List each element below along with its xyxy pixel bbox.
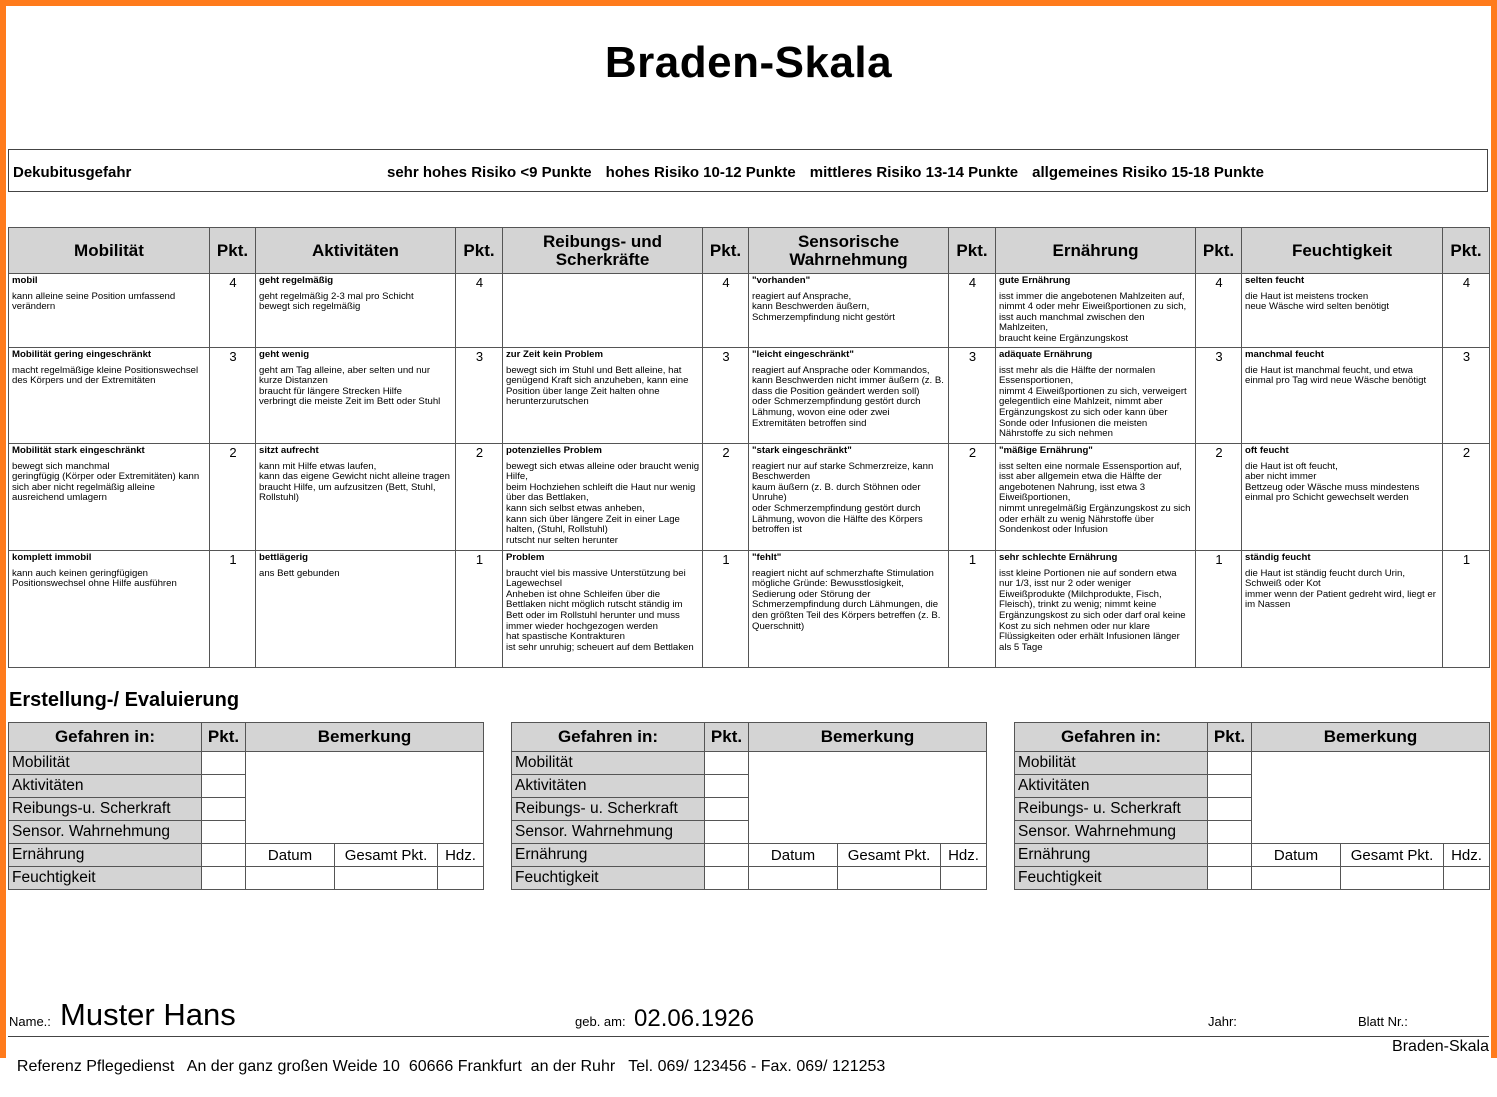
points-cell: 3 xyxy=(703,348,749,444)
points-header: Pkt. xyxy=(703,228,749,274)
table-row xyxy=(9,274,1490,348)
criteria-cell xyxy=(996,551,1196,668)
criteria-title: adäquate Ernährung xyxy=(999,349,1093,360)
hazard-item: Feuchtigkeit xyxy=(512,867,705,890)
criteria-title: mobil xyxy=(12,275,38,286)
criteria-title: gute Ernährung xyxy=(999,275,1071,286)
points-header: Pkt. xyxy=(210,228,256,274)
braden-table xyxy=(8,227,1490,668)
criteria-description: isst immer die angebotenen Mahlzeiten auf, nimmt 4 oder mehr Eiweißportionen zu sich, isst auch manchmal zwischen den Mahlzeiten, braucht keine Ergänzungskost xyxy=(999,290,1187,344)
risk-label: Dekubitusgefahr xyxy=(13,164,132,181)
criteria-description: bewegt sich etwas alleine oder braucht wenig Hilfe, beim Hochziehen schleift die Haut nur wenig über das Bettlaken, kann sich selbst etwas anheben, kann sich über längere Zeit in einer Lage halten, (Stuhl, Rollstuhl) rutscht nur selten herunter xyxy=(506,460,700,546)
criteria-title: "leicht eingeschränkt" xyxy=(752,349,854,360)
points-cell: 3 xyxy=(949,348,996,444)
criteria-cell xyxy=(503,348,703,444)
points-header: Pkt. xyxy=(1443,228,1490,274)
criteria-description: macht regelmäßige kleine Positionswechsel des Körpers und der Extremitäten xyxy=(12,364,199,387)
name-label: Name.: xyxy=(9,1014,51,1029)
criteria-cell xyxy=(996,348,1196,444)
points-header: Pkt. xyxy=(705,723,749,752)
criteria-cell xyxy=(9,274,210,348)
criteria-title: bettlägerig xyxy=(259,552,309,563)
table-row xyxy=(9,348,1490,444)
category-header: Reibungs- und Scherkräfte xyxy=(503,228,703,274)
criteria-description: reagiert nur auf starke Schmerzreize, kann Beschwerden kaum äußern (z. B. durch Stöhnen oder Unruhe) oder Schmerzempfindung gestört durch Lähmung, wovon die Hälfte des Körpers betroffen ist xyxy=(752,460,934,536)
table-row xyxy=(9,444,1490,551)
total-points-input[interactable] xyxy=(335,867,438,890)
criteria-description: braucht viel bis massive Unterstützung bei Lagewechsel Anheben ist ohne Schleifen über die Bettlaken nicht möglich rutscht ständig im Bett oder im Rollstuhl herunter und muss immer wieder hochgezogen werden hat spastische Kontrakturen ist sehr unruhig; scheuert auf dem Bettlaken xyxy=(506,567,694,653)
points-input[interactable] xyxy=(705,867,749,890)
category-header: Mobilität xyxy=(9,228,210,274)
criteria-cell xyxy=(256,274,456,348)
date-header: Datum xyxy=(246,844,335,867)
criteria-title: sitzt aufrecht xyxy=(259,445,319,456)
points-cell: 1 xyxy=(703,551,749,668)
hazard-item: Reibungs-u. Scherkraft xyxy=(9,798,202,821)
criteria-title: selten feucht xyxy=(1245,275,1305,286)
criteria-cell xyxy=(1242,348,1443,444)
points-cell: 2 xyxy=(949,444,996,551)
criteria-description: kann alleine seine Position umfassend verändern xyxy=(12,290,176,313)
criteria-cell xyxy=(1242,551,1443,668)
points-header: Pkt. xyxy=(202,723,246,752)
points-input[interactable] xyxy=(1208,752,1252,775)
criteria-description: reagiert auf Ansprache, kann Beschwerden äußern, Schmerzempfindung nicht gestört xyxy=(752,290,895,323)
criteria-title: oft feucht xyxy=(1245,445,1289,456)
points-input[interactable] xyxy=(202,821,246,844)
hazard-item: Feuchtigkeit xyxy=(1015,867,1208,890)
criteria-description: isst selten eine normale Essensportion auf, isst aber allgemein etwa die Hälfte der angebotenen Nahrung, isst etwa 3 Eiweißportionen, nimmt unregelmäßig Ergänzungskost zu sich oder erhält zu wenig Nährstoffe über Sondenkost oder Infusion xyxy=(999,460,1191,536)
criteria-cell xyxy=(1242,274,1443,348)
criteria-description: die Haut ist manchmal feucht, und etwa einmal pro Tag wird neue Wäsche benötigt xyxy=(1245,364,1427,387)
points-input[interactable] xyxy=(202,798,246,821)
evaluation-table xyxy=(511,722,987,890)
criteria-description: reagiert auf Ansprache oder Kommandos, kann Beschwerden nicht immer äußern (z. B. dass die Position geändert werden soll) oder Schmerzempfindung gestört durch Lähmung, wovon eine oder zwei Extremitäten betroffen sind xyxy=(752,364,944,429)
signature-header: Hdz. xyxy=(438,844,484,867)
points-input[interactable] xyxy=(202,775,246,798)
remark-header: Bemerkung xyxy=(246,723,484,752)
points-cell: 1 xyxy=(1443,551,1490,668)
date-input[interactable] xyxy=(749,867,838,890)
hazard-item: Ernährung xyxy=(1015,844,1208,867)
points-input[interactable] xyxy=(202,867,246,890)
hazard-item: Mobilität xyxy=(512,752,705,775)
points-cell: 2 xyxy=(210,444,256,551)
signature-input[interactable] xyxy=(438,867,484,890)
criteria-description: kann auch keinen geringfügigen Positionswechsel ohne Hilfe ausführen xyxy=(12,567,177,590)
date-input[interactable] xyxy=(1252,867,1341,890)
total-points-input[interactable] xyxy=(838,867,941,890)
criteria-cell xyxy=(9,348,210,444)
remark-field[interactable] xyxy=(246,752,484,844)
criteria-title: "stark eingeschränkt" xyxy=(752,445,852,456)
criteria-cell xyxy=(503,551,703,668)
category-header: Ernährung xyxy=(996,228,1196,274)
points-input[interactable] xyxy=(1208,867,1252,890)
criteria-cell xyxy=(503,444,703,551)
risk-level: allgemeines Risiko 15-18 Punkte xyxy=(1032,164,1264,181)
points-cell: 3 xyxy=(1443,348,1490,444)
category-header: Feuchtigkeit xyxy=(1242,228,1443,274)
points-cell: 1 xyxy=(949,551,996,668)
risk-level: hohes Risiko 10-12 Punkte xyxy=(605,164,796,181)
total-points-header: Gesamt Pkt. xyxy=(1341,844,1444,867)
risk-level: mittleres Risiko 13-14 Punkte xyxy=(809,164,1019,181)
points-input[interactable] xyxy=(1208,821,1252,844)
points-input[interactable] xyxy=(202,844,246,867)
hazard-item: Feuchtigkeit xyxy=(9,867,202,890)
criteria-title: geht wenig xyxy=(259,349,310,360)
points-input[interactable] xyxy=(705,821,749,844)
points-input[interactable] xyxy=(202,752,246,775)
criteria-description: bewegt sich manchmal geringfügig (Körper oder Extremitäten) kann sich aber nicht regelmäßig alleine ausreichend umlagern xyxy=(12,460,200,504)
page-title: Braden-Skala xyxy=(604,38,893,87)
hazard-item: Reibungs- u. Scherkraft xyxy=(512,798,705,821)
remark-field[interactable] xyxy=(749,752,987,844)
points-cell: 1 xyxy=(456,551,503,668)
date-input[interactable] xyxy=(246,867,335,890)
remark-header: Bemerkung xyxy=(749,723,987,752)
signature-input[interactable] xyxy=(1444,867,1490,890)
criteria-cell xyxy=(503,274,703,348)
total-points-header: Gesamt Pkt. xyxy=(335,844,438,867)
criteria-title: potenzielles Problem xyxy=(506,445,602,456)
hazard-item: Reibungs- u. Scherkraft xyxy=(1015,798,1208,821)
criteria-description: geht regelmäßig 2-3 mal pro Schicht bewegt sich regelmäßig xyxy=(259,290,414,313)
points-cell: 2 xyxy=(1196,444,1242,551)
criteria-description: bewegt sich im Stuhl und Bett alleine, hat genügend Kraft sich anzuheben, kann eine Position über lange Zeit halten ohne herunterzurutschen xyxy=(506,364,689,408)
criteria-description: die Haut ist meistens trocken neue Wäsche wird selten benötigt xyxy=(1245,290,1389,313)
birth-label: geb. am: xyxy=(575,1014,626,1029)
criteria-cell xyxy=(256,551,456,668)
total-points-input[interactable] xyxy=(1341,867,1444,890)
criteria-description: geht am Tag alleine, aber selten und nur kurze Distanzen braucht für längere Strecken Hilfe verbringt die meiste Zeit im Bett oder Stuhl xyxy=(259,364,441,408)
points-header: Pkt. xyxy=(949,228,996,274)
hazard-header: Gefahren in: xyxy=(1015,723,1208,752)
category-header: Aktivitäten xyxy=(256,228,456,274)
hazard-item: Sensor. Wahrnehmung xyxy=(9,821,202,844)
criteria-description: ans Bett gebunden xyxy=(259,567,340,579)
criteria-cell xyxy=(256,348,456,444)
criteria-cell xyxy=(996,274,1196,348)
points-cell: 3 xyxy=(456,348,503,444)
name-value[interactable]: Muster Hans xyxy=(60,997,236,1032)
criteria-title: "vorhanden" xyxy=(752,275,811,286)
hazard-item: Ernährung xyxy=(512,844,705,867)
criteria-description: die Haut ist ständig feucht durch Urin, Schweiß oder Kot immer wenn der Patient gedreht wird, liegt er im Nassen xyxy=(1245,567,1436,611)
remark-header: Bemerkung xyxy=(1252,723,1490,752)
criteria-description: kann mit Hilfe etwas laufen, kann das eigene Gewicht nicht alleine tragen braucht Hilfe, um aufzusitzen (Bett, Stuhl, Rollstuhl) xyxy=(259,460,450,504)
criteria-title: geht regelmäßig xyxy=(259,275,334,286)
risk-levels xyxy=(387,164,1278,181)
criteria-title: manchmal feucht xyxy=(1245,349,1324,360)
hazard-item: Sensor. Wahrnehmung xyxy=(512,821,705,844)
hazard-item: Aktivitäten xyxy=(512,775,705,798)
points-cell: 4 xyxy=(949,274,996,348)
criteria-description: isst mehr als die Hälfte der normalen Essensportionen, nimmt 4 Eiweißportionen zu sich, verweigert gelegentlich eine Mahlzeit, nimmt aber Ergänzungskost zu sich oder kann über Sonde oder Infusionen die meisten Nährstoffe zu sich nehmen xyxy=(999,364,1187,440)
points-cell: 4 xyxy=(1443,274,1490,348)
points-input[interactable] xyxy=(705,798,749,821)
evaluation-table xyxy=(8,722,484,890)
hazard-item: Sensor. Wahrnehmung xyxy=(1015,821,1208,844)
sheet-label: Blatt Nr.: xyxy=(1358,1014,1408,1029)
points-header: Pkt. xyxy=(1208,723,1252,752)
criteria-title: Mobilität stark eingeschränkt xyxy=(12,445,145,456)
points-cell: 2 xyxy=(703,444,749,551)
date-header: Datum xyxy=(749,844,838,867)
points-cell: 4 xyxy=(703,274,749,348)
criteria-title: Problem xyxy=(506,552,545,563)
points-cell: 1 xyxy=(210,551,256,668)
points-input[interactable] xyxy=(705,844,749,867)
criteria-title: "fehlt" xyxy=(752,552,782,563)
signature-header: Hdz. xyxy=(1444,844,1490,867)
points-cell: 4 xyxy=(1196,274,1242,348)
risk-level: sehr hohes Risiko <9 Punkte xyxy=(387,164,592,181)
criteria-cell xyxy=(996,444,1196,551)
criteria-title: komplett immobil xyxy=(12,552,92,563)
signature-header: Hdz. xyxy=(941,844,987,867)
hazard-header: Gefahren in: xyxy=(512,723,705,752)
hazard-item: Ernährung xyxy=(9,844,202,867)
points-input[interactable] xyxy=(705,775,749,798)
criteria-cell xyxy=(9,444,210,551)
hazard-item: Mobilität xyxy=(1015,752,1208,775)
criteria-title: "mäßige Ernährung" xyxy=(999,445,1093,456)
criteria-cell xyxy=(9,551,210,668)
points-input[interactable] xyxy=(1208,844,1252,867)
remark-field[interactable] xyxy=(1252,752,1490,844)
criteria-cell xyxy=(749,348,949,444)
evaluation-heading: Erstellung-/ Evaluierung xyxy=(9,689,240,711)
criteria-cell xyxy=(256,444,456,551)
evaluation-table xyxy=(1014,722,1490,890)
points-header: Pkt. xyxy=(1196,228,1242,274)
criteria-cell xyxy=(1242,444,1443,551)
signature-input[interactable] xyxy=(941,867,987,890)
criteria-cell xyxy=(749,444,949,551)
points-header: Pkt. xyxy=(456,228,503,274)
risk-legend xyxy=(8,149,1488,192)
date-header: Datum xyxy=(1252,844,1341,867)
table-row xyxy=(9,551,1490,668)
points-cell: 3 xyxy=(1196,348,1242,444)
points-cell: 2 xyxy=(456,444,503,551)
points-input[interactable] xyxy=(1208,775,1252,798)
points-cell: 4 xyxy=(456,274,503,348)
criteria-description: isst kleine Portionen nie auf sondern etwa nur 1/3, isst nur 2 oder weniger Eiweißprodukte (Milchprodukte, Fisch, Fleisch), trinkt zu wenig; nimmt keine Ergänzungskost zu sich oder darf oral keine Kost zu sich nehmen oder nur klare Flüssigkeiten oder erhält Infusionen länger als 5 Tage xyxy=(999,567,1186,653)
total-points-header: Gesamt Pkt. xyxy=(838,844,941,867)
hazard-item: Aktivitäten xyxy=(1015,775,1208,798)
birth-value[interactable]: 02.06.1926 xyxy=(634,1005,755,1032)
criteria-description: die Haut ist oft feucht, aber nicht immer Bettzeug oder Wäsche muss mindestens einmal pro Schicht gewechselt werden xyxy=(1245,460,1420,504)
reference-line xyxy=(8,1036,1489,1075)
criteria-title: Mobilität gering eingeschränkt xyxy=(12,349,152,360)
points-cell: 2 xyxy=(1443,444,1490,551)
criteria-description: reagiert nicht auf schmerzhafte Stimulation mögliche Gründe: Bewusstlosigkeit, Sedierung oder Störung der Schmerzempfindung durch Lähmungen, die den größten Teil des Körpers betreffen (z. B. Querschnitt) xyxy=(752,567,941,632)
points-cell: 3 xyxy=(210,348,256,444)
points-cell: 4 xyxy=(210,274,256,348)
reference-right: Braden-Skala xyxy=(1392,1038,1489,1055)
points-cell: 1 xyxy=(1196,551,1242,668)
points-input[interactable] xyxy=(705,752,749,775)
criteria-title: zur Zeit kein Problem xyxy=(506,349,604,360)
hazard-item: Aktivitäten xyxy=(9,775,202,798)
category-header: Sensorische Wahrnehmung xyxy=(749,228,949,274)
hazard-header: Gefahren in: xyxy=(9,723,202,752)
points-input[interactable] xyxy=(1208,798,1252,821)
year-label: Jahr: xyxy=(1208,1014,1237,1029)
criteria-title: sehr schlechte Ernährung xyxy=(999,552,1118,563)
hazard-item: Mobilität xyxy=(9,752,202,775)
criteria-cell xyxy=(749,274,949,348)
reference-text: Referenz Pflegedienst An der ganz großen Weide 10 60666 Frankfurt an der Ruhr Tel. 069/ 123456 - Fax. 069/ 121253 xyxy=(16,1058,886,1075)
criteria-title: ständig feucht xyxy=(1245,552,1311,563)
criteria-cell xyxy=(749,551,949,668)
